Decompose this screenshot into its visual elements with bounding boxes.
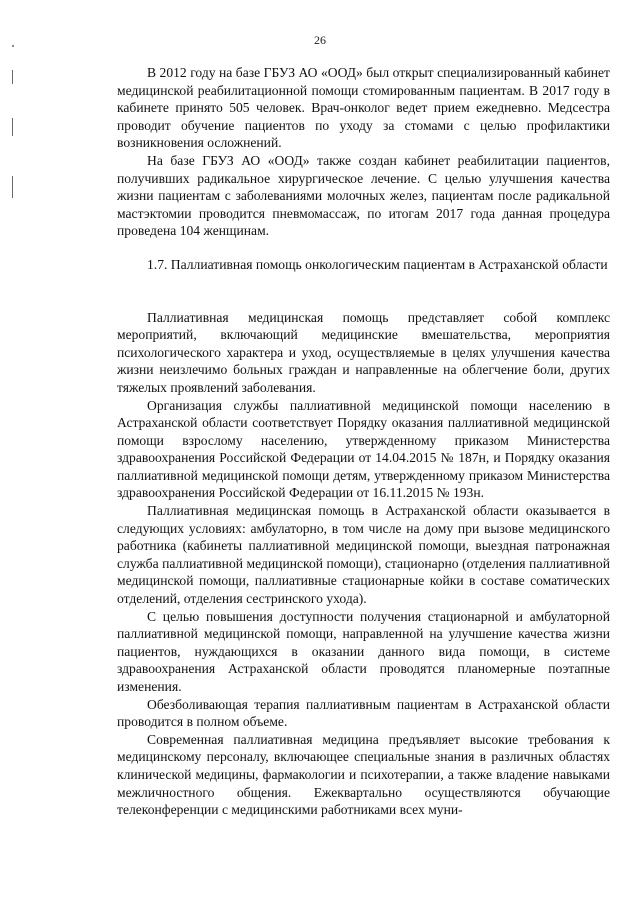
page-number: 26 [314,33,326,47]
margin-scan-mark [12,118,13,136]
paragraph: С целью повышения доступности получения стационарной и амбулаторной паллиативной медицинской помощи, направленной на улучшение качества жизни пациентов, нуждающихся в оказании данного вида помощи, в системе здравоохранения Астраханской области проводятся планомерные поэтапные изменения. [117,608,610,694]
margin-scan-mark [12,176,13,198]
paragraph: Современная паллиативная медицина предъявляет высокие требования к медицинскому персоналу, включающее специальные знания в различных областях клинической медицины, фармакологии и психотерапии, а также владение навыками межличностного общения. Ежеквартально осуществляются обучающие телеконференции с медицинскими работниками всех муни- [117,731,610,818]
paragraph: Паллиативная медицинская помощь представляет собой комплекс мероприятий, включающий медицинские вмешательства, мероприятия психологического характера и уход, осуществляемые в целях улучшения качества жизни неизлечимо больных граждан и направленные на облегчение боли, других тяжелых проявлений заболевания. [117,309,610,395]
paragraph: Обезболивающая терапия паллиативным пациентам в Астраханской области проводится в полном объеме. [117,696,610,730]
paragraph: Организация службы паллиативной медицинской помощи населению в Астраханской области соответствует Порядку оказания паллиативной медицинской помощи взрослому населению, утвержденному приказом Министерства здравоохранения Российской Федерации от 14.04.2015 № 187н, и Порядку оказания паллиативной медицинской помощи детям, утвержденному приказом Министерства здравоохранения Российской Федерации от 16.11.2015 № 193н. [117,397,610,501]
paragraph: В 2012 году на базе ГБУЗ АО «ООД» был открыт специализированный кабинет медицинской реабилитационной помощи стомированным пациентам. В 2017 году в кабинете принято 505 человек. Врач-онколог ведет прием ежедневно. Медсестра проводит обучение пациентов по уходу за стомами с целью профилактики возникновения осложнений. [117,65,610,151]
paragraph: Паллиативная медицинская помощь в Астраханской области оказывается в следующих условиях: амбулаторно, в том числе на дому при вызове медицинского работника (кабинеты паллиативной медицинской помощи, выездная патронажная служба паллиативной медицинской помощи), стационарно (отделения паллиативной медицинской помощи, паллиативные стационарные койки в составе соматических отделений, отделения сестринского ухода). [117,503,610,607]
section-heading: 1.7. Паллиативная помощь онкологическим пациентам в Астраханской области [147,256,608,272]
paragraph: На базе ГБУЗ АО «ООД» также создан кабинет реабилитации пациентов, получивших радикальное хирургическое лечение. С целью улучшения качества жизни пациентам с заболеваниями молочных желез, пациентам после радикальной мастэктомии проводится пневмомассаж, по итогам 2017 года данная процедура проведена 104 женщинам. [117,152,610,239]
margin-scan-mark [12,70,13,84]
document-body [117,64,610,819]
